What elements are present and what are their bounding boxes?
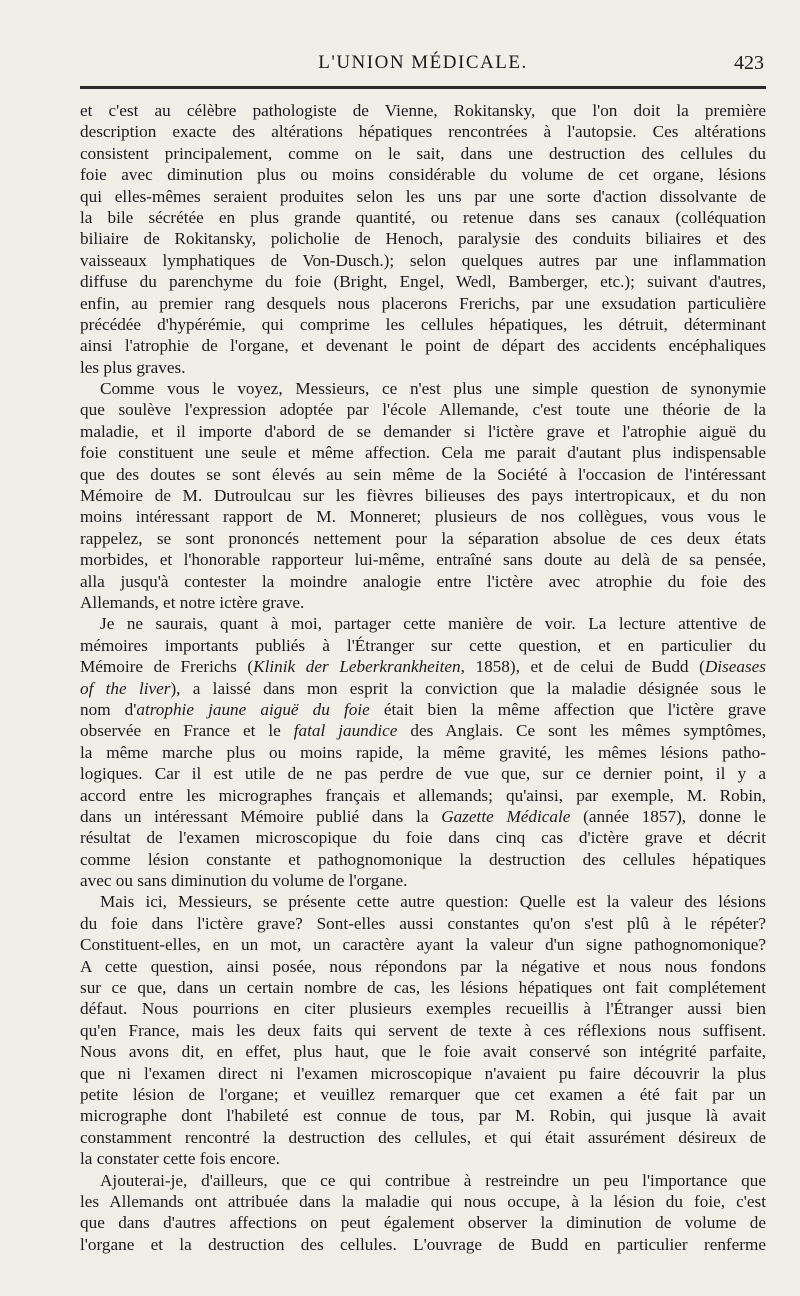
text-line: et c'est au célèbre pathologiste de Vienne, Rokitansky, que l'on doit la première xyxy=(80,101,766,120)
running-title: L'UNION MÉDICALE. xyxy=(318,52,528,73)
text-line: petite lésion de l'organe; et veuillez remarquer que cet examen a été fait par un xyxy=(80,1084,766,1104)
text-line: A cette question, ainsi posée, nous répondons par la négative et nous nous fondons xyxy=(80,956,766,976)
text-line: biliaire de Rokitansky, policholie de Henoch, paralysie des conduits biliaires et des xyxy=(80,229,766,249)
body-text xyxy=(80,100,766,1255)
text-line: résultat de l'examen microscopique du foie dans cinq cas d'ictère grave et décrit xyxy=(80,828,766,848)
text-line: comme lésion constante et pathognomonique la destruction des cellules hépatiques xyxy=(80,849,766,869)
text-line: qui elles-mêmes seraient produites selon les uns par une sorte d'action dissolvante de xyxy=(80,186,766,206)
text-line: que ni l'examen direct ni l'examen microscopique n'avaient pu faire découvrir la plus xyxy=(80,1063,766,1083)
text-line: précédée d'hypérémie, qui comprime les cellules hépatiques, les détruit, déterminant xyxy=(80,314,766,334)
text-line: que dans d'autres affections on peut également observer la diminution de volume de xyxy=(80,1213,766,1233)
text-line: que des doutes se sont élevés au sein même de la Société à l'occasion de l'intéressant xyxy=(80,464,766,484)
text-line: du foie dans l'ictère grave? Sont-elles aussi constantes qu'on s'est plû à le répéter? xyxy=(80,913,766,933)
text-line: observée en France et le fatal jaundice des Anglais. Ce sont les mêmes symptômes, xyxy=(80,721,766,741)
text-line: moins intéressant rapport de M. Monneret; plusieurs de nos collègues, vous vous le xyxy=(80,507,766,527)
text-line: diffuse du parenchyme du foie (Bright, Engel, Wedl, Bamberger, etc.); suivant d'autres, xyxy=(80,272,766,292)
text-line: nom d'atrophie jaune aiguë du foie était bien la même affection que l'ictère grave xyxy=(80,699,766,719)
text-line: consistent principalement, comme on le sait, dans une destruction des cellules du xyxy=(80,143,766,163)
text-line: Nous avons dit, en effet, plus haut, que le foie avait conservé son intégrité parfaite, xyxy=(80,1042,766,1062)
text-line: dans un intéressant Mémoire publié dans la Gazette Médicale (année 1857), donne le xyxy=(80,806,766,826)
text-line: accord entre les micrographes français et allemands; qu'ainsi, par exemple, M. Robin, xyxy=(80,785,766,805)
text-line: les plus graves. xyxy=(80,357,186,377)
text-line: foie constituent une seule et même affection. Cela me parait d'autant plus indispensable xyxy=(80,443,766,463)
header-rule xyxy=(80,86,766,89)
text-line: alla jusqu'à contester la moindre analogie entre l'ictère avec atrophie du foie des xyxy=(80,571,766,591)
text-line: Comme vous le voyez, Messieurs, ce n'est plus une simple question de synonymie xyxy=(100,379,766,399)
text-line: Je ne saurais, quant à moi, partager cette manière de voir. La lecture attentive de xyxy=(100,614,766,634)
page-header xyxy=(80,52,766,82)
text-line: foie avec diminution plus ou moins considérable du volume de cet organe, lésions xyxy=(80,165,766,185)
text-line: morbides, et l'honorable rapporteur lui-même, entraîné sans doute au delà de sa pensée, xyxy=(80,550,766,570)
text-line: défaut. Nous pourrions en citer plusieurs exemples recueillis à l'Étranger aussi bien xyxy=(80,999,766,1019)
text-line: enfin, au premier rang desquels nous placerons Frerichs, par une exsudation particulière xyxy=(80,293,766,313)
text-line: description exacte des altérations hépatiques rencontrées à l'autopsie. Ces altérations xyxy=(80,122,766,142)
text-line: la même marche plus ou moins rapide, la même gravité, les mêmes lésions patho- xyxy=(80,742,766,762)
text-line: vaisseaux lymphatiques de Von-Dusch.); selon quelques autres par une inflammation xyxy=(80,250,766,270)
text-line: ainsi l'atrophie de l'organe, et devenant le point de départ des accidents encéphaliques xyxy=(80,336,766,356)
page-number: 423 xyxy=(734,52,764,74)
text-line: les Allemands ont attribuée dans la maladie qui nous occupe, à la lésion du foie, c'est xyxy=(80,1191,766,1211)
text-line: l'organe et la destruction des cellules. L'ouvrage de Budd en particulier renferme xyxy=(80,1234,766,1254)
text-line: rappelez, se sont prononcés nettement pour la séparation absolue de ces deux états xyxy=(80,528,766,548)
text-line: Allemands, et notre ictère grave. xyxy=(80,592,305,612)
text-line: Mais ici, Messieurs, se présente cette autre question: Quelle est la valeur des lésions xyxy=(100,892,766,912)
text-line: Constituent-elles, en un mot, un caractère ayant la valeur d'un signe pathognomonique? xyxy=(80,935,766,955)
text-line: que soulève l'expression adoptée par l'école Allemande, c'est toute une théorie de la xyxy=(80,400,766,420)
text-line: la constater cette fois encore. xyxy=(80,1149,280,1169)
text-line: qu'en France, mais les deux faits qui servent de texte à ces réflexions nous suffisent. xyxy=(80,1020,766,1040)
text-line: Ajouterai-je, d'ailleurs, que ce qui contribue à restreindre un peu l'importance que xyxy=(100,1170,766,1190)
text-line: of the liver), a laissé dans mon esprit la conviction que la maladie désignée sous le xyxy=(80,678,766,698)
text-line: logiques. Car il est utile de ne pas perdre de vue que, sur ce dernier point, il y a xyxy=(80,764,766,784)
text-line: sur ce que, dans un certain nombre de cas, les lésions hépatiques ont fait complétement xyxy=(80,978,766,998)
text-line: mémoires importants publiés à l'Étranger sur cette question, et en particulier du xyxy=(80,635,766,655)
text-line: Mémoire de M. Dutroulcau sur les fièvres bilieuses des pays intertropicaux, et du non xyxy=(80,486,766,506)
text-line: Mémoire de Frerichs (Klinik der Leberkrankheiten, 1858), et de celui de Budd (Diseases xyxy=(80,657,766,677)
text-line: constamment rencontré la destruction des cellules, et qui était assurément désireux de xyxy=(80,1127,766,1147)
text-line: avec ou sans diminution du volume de l'organe. xyxy=(80,871,408,891)
text-line: maladie, et il importe d'abord de se demander si l'ictère grave et l'atrophie aiguë du xyxy=(80,421,766,441)
text-line: micrographe dont l'habileté est connue de tous, par M. Robin, qui jusque là avait xyxy=(80,1106,766,1126)
text-line: la bile sécrétée en plus grande quantité, ou retenue dans ses canaux (colléquation xyxy=(80,207,766,227)
